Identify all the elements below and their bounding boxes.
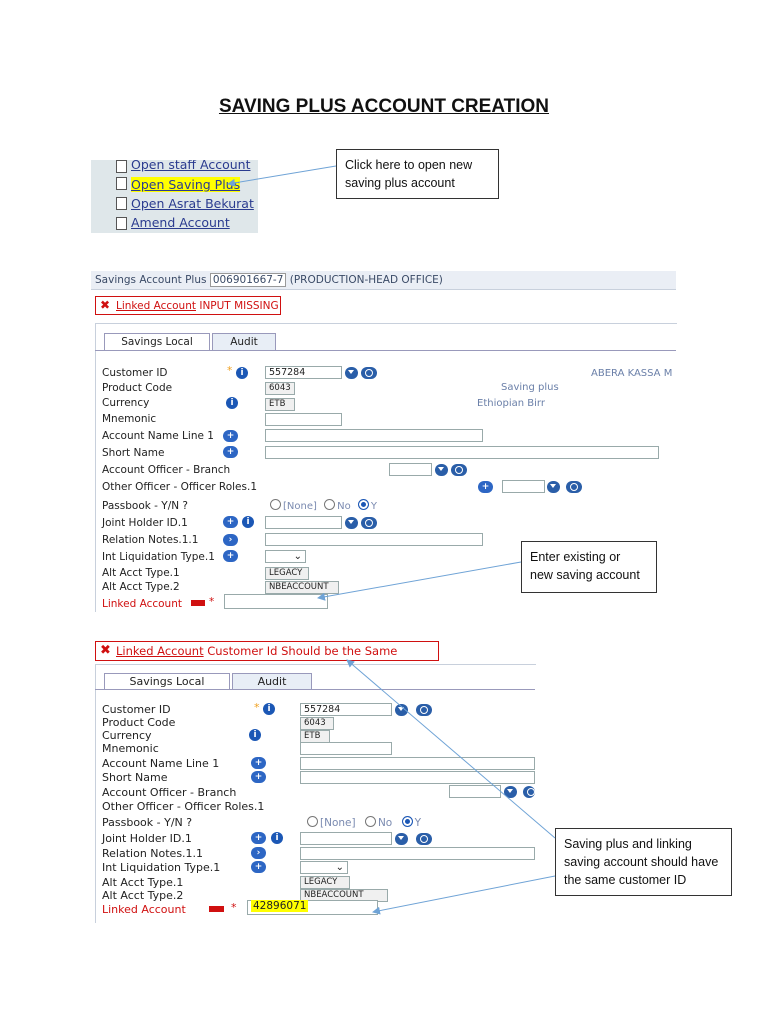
info-icon[interactable]: i <box>242 516 254 528</box>
label-other-officer: Other Officer - Officer Roles.1 <box>102 800 265 813</box>
currency-value: ETB <box>300 730 330 743</box>
callout-same-customer-id: Saving plus and linking saving account should have the same customer ID <box>555 828 732 896</box>
label-currency: Currency <box>102 397 150 409</box>
error-box: ✖ Linked Account Customer Id Should be the Same <box>95 641 439 661</box>
label-linked-account: Linked Account <box>102 598 182 610</box>
label-joint-holder: Joint Holder ID.1 <box>102 832 192 845</box>
product-code-value: 6043 <box>265 382 295 395</box>
add-icon[interactable]: + <box>251 832 266 844</box>
label-int-liquidation: Int Liquidation Type.1 <box>102 861 221 874</box>
required-star: * <box>231 901 237 914</box>
required-star: * <box>227 365 233 377</box>
currency-name: Ethiopian Birr <box>477 398 545 409</box>
label-mnemonic: Mnemonic <box>102 413 157 425</box>
customer-id-input[interactable]: 557284 <box>265 366 342 379</box>
add-icon[interactable]: + <box>251 861 266 873</box>
tab-savings-local[interactable]: Savings Local <box>104 333 210 351</box>
arrow-to-error-message <box>347 660 555 838</box>
alt-acct-1-value: LEGACY <box>300 876 350 889</box>
label-alt-acct-2: Alt Acct Type.2 <box>102 581 180 593</box>
int-liquidation-select[interactable]: ⌄ <box>300 861 348 874</box>
add-icon[interactable]: + <box>223 446 238 458</box>
menu-item-amend-account[interactable]: Amend Account <box>131 215 230 230</box>
info-icon[interactable]: i <box>236 367 248 379</box>
add-icon[interactable]: + <box>478 481 493 493</box>
menu-item-open-staff-account[interactable]: Open staff Account <box>131 160 251 172</box>
label-alt-acct-2: Alt Acct Type.2 <box>102 889 184 902</box>
add-icon[interactable]: + <box>251 771 266 783</box>
error-link-linked-account[interactable]: Linked Account <box>116 644 204 658</box>
product-code-value: 6043 <box>300 717 334 730</box>
tab-audit[interactable]: Audit <box>232 673 312 690</box>
label-passbook: Passbook - Y/N ? <box>102 816 193 829</box>
label-relation-notes: Relation Notes.1.1 <box>102 847 204 860</box>
label-product-code: Product Code <box>102 716 176 729</box>
label-customer-id: Customer ID <box>102 367 168 379</box>
label-short-name: Short Name <box>102 447 165 459</box>
label-alt-acct-1: Alt Acct Type.1 <box>102 567 180 579</box>
label-joint-holder: Joint Holder ID.1 <box>102 517 188 529</box>
menu-item-open-saving-plus[interactable]: Open Saving Plus <box>131 177 241 192</box>
label-linked-account: Linked Account <box>102 903 186 916</box>
label-product-code: Product Code <box>102 382 173 394</box>
label-passbook: Passbook - Y/N ? <box>102 500 189 512</box>
label-mnemonic: Mnemonic <box>102 742 159 755</box>
expand-icon[interactable]: › <box>223 534 238 546</box>
info-icon[interactable]: i <box>249 729 261 741</box>
add-icon[interactable]: + <box>223 430 238 442</box>
add-icon[interactable]: + <box>223 516 238 528</box>
label-account-officer: Account Officer - Branch <box>102 464 231 476</box>
label-currency: Currency <box>102 729 152 742</box>
header-title: Savings Account Plus 006901667-7 (PRODUCTION-HEAD OFFICE) <box>95 274 443 286</box>
customer-name: ABERA KASSA M <box>591 368 673 379</box>
label-account-name: Account Name Line 1 <box>102 757 220 770</box>
label-int-liquidation: Int Liquidation Type.1 <box>102 551 215 563</box>
callout-open-saving-plus: Click here to open new saving plus account <box>336 149 499 199</box>
int-liquidation-select[interactable]: ⌄ <box>265 550 306 563</box>
tab-audit[interactable]: Audit <box>212 333 276 351</box>
label-customer-id: Customer ID <box>102 703 171 716</box>
product-name: Saving plus <box>501 382 559 393</box>
error-x-icon: ✖ <box>100 298 111 312</box>
required-star: * <box>254 701 260 714</box>
passbook-radio-group[interactable]: [None] No Y <box>307 816 421 829</box>
alt-acct-1-value: LEGACY <box>265 567 309 580</box>
info-icon[interactable]: i <box>271 832 283 844</box>
label-other-officer: Other Officer - Officer Roles.1 <box>102 481 257 493</box>
passbook-radio-group[interactable]: [None] No Y <box>270 499 377 512</box>
label-short-name: Short Name <box>102 771 168 784</box>
info-icon[interactable]: i <box>263 703 275 715</box>
label-account-officer: Account Officer - Branch <box>102 786 237 799</box>
label-relation-notes: Relation Notes.1.1 <box>102 534 199 546</box>
label-alt-acct-1: Alt Acct Type.1 <box>102 876 184 889</box>
arrow-to-linked-value <box>373 876 555 912</box>
error-link-linked-account[interactable]: Linked Account <box>116 300 196 312</box>
tab-savings-local[interactable]: Savings Local <box>104 673 230 690</box>
label-account-name: Account Name Line 1 <box>102 430 214 442</box>
add-icon[interactable]: + <box>223 550 238 562</box>
add-icon[interactable]: + <box>251 757 266 769</box>
error-x-icon: ✖ <box>100 643 111 658</box>
alt-acct-2-value: NBEACCOUNT <box>300 889 388 902</box>
expand-icon[interactable]: › <box>251 847 266 859</box>
error-box: ✖ Linked Account INPUT MISSING <box>95 296 281 315</box>
customer-id-input[interactable]: 557284 <box>300 703 392 716</box>
info-icon[interactable]: i <box>226 397 238 409</box>
arrow-to-linked-account <box>318 562 521 598</box>
page-title: SAVING PLUS ACCOUNT CREATION <box>218 96 550 117</box>
callout-enter-saving-account: Enter existing or new saving account <box>521 541 657 593</box>
required-star: * <box>209 596 215 608</box>
menu-item-open-asrat-bekurat[interactable]: Open Asrat Bekurat <box>131 196 254 211</box>
arrow-to-menu-item <box>228 166 336 184</box>
currency-value: ETB <box>265 398 295 411</box>
linked-account-input[interactable]: 42896071 <box>247 900 378 915</box>
alt-acct-2-value: NBEACCOUNT <box>265 581 339 594</box>
